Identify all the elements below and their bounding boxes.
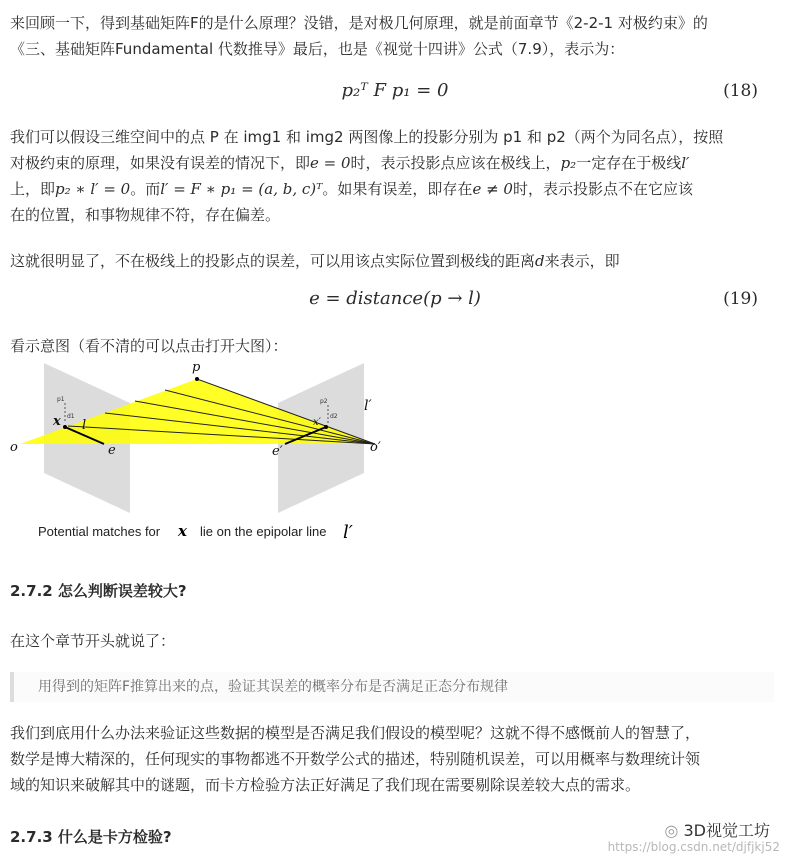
equation-18-number: (18) [723,81,758,101]
blockquote [10,672,774,702]
equation-18-body: p₂ᵀ F p₁ = 0 [341,80,449,101]
para2-line-4: 在的位置，和事物规律不符，存在偏差。 [10,206,281,224]
caption-l-prime: l′ [343,522,353,543]
para5-line-3: 域的知识来破解其中的谜题，而卡方检验方法正好满足了我们现在需要剔除误差较大点的需求。 [10,776,641,794]
para2-text: 。如果有误差，即存在 [322,180,473,198]
intro-paragraph [10,10,770,62]
watermark-text: 3D视觉工坊 [683,821,770,840]
label-d2: d2 [330,413,338,420]
label-d1: d1 [67,413,75,420]
para2-line-1: 我们可以假设三维空间中的点 P 在 img1 和 img2 两图像上的投影分别为 p1 和 p2（两个为同名点），按照 [10,128,724,146]
label-e-prime: e′ [272,444,283,459]
caption-text-a: Potential matches for [38,524,161,539]
point-x-prime [324,425,328,429]
label-l-prime: l′ [364,398,372,414]
label-p1: p1 [57,396,65,403]
para2-text: 时，表示投影点应该在极线上， [350,154,561,172]
section-heading-2-7-2: 2.7.2 怎么判断误差较大? [10,582,187,600]
para2-text: 一定存在于极线 [576,154,682,172]
figure-intro-text: 看示意图（看不清的可以点击打开大图）： [10,337,288,355]
para3-line [10,248,770,274]
inline-math: l′ [681,154,690,172]
distance-paragraph [10,248,770,274]
point-x [63,425,67,429]
para5-line-2: 数学是博大精深的，任何现实的事物都逃不开数学公式的描述，特别随机误差，可以用概率与数理统计领 [10,750,701,768]
inline-math: e ≠ 0 [472,180,513,198]
caption-x: x [178,522,187,540]
equation-19-body: e = distance(p → l) [309,288,481,309]
inline-math: p₂ [560,154,577,172]
para2-text: 。而 [130,180,161,198]
section-heading-2-7-3: 2.7.3 什么是卡方检验? [10,828,172,846]
label-x-prime: x′ [313,417,321,428]
epipolar-figure[interactable] [10,355,400,545]
para2-text: 时，表示投影点不在它应该 [512,180,693,198]
equation-18 [0,78,790,108]
wechat-icon: ◎ [664,821,679,840]
label-p2: p2 [320,398,328,405]
label-e: e [108,443,116,458]
point-p [195,377,199,381]
label-p: p [192,360,201,375]
label-l: l [82,418,87,433]
para4-text: 在这个章节开头就说了： [10,632,176,650]
blockquote-text: 用得到的矩阵F推算出来的点，验证其误差的概率分布是否满足正态分布规律 [38,679,509,695]
para2-text: 上，即 [10,180,56,198]
wechat-watermark [664,818,770,841]
para3-text: 这就很明显了，不在极线上的投影点的误差，可以用该点实际位置到极线的距离 [10,252,536,270]
label-o: o [10,440,18,455]
intro-line-1: 来回顾一下，得到基础矩阵F的是什么原理？没错，是对极几何原理，就是前面章节《2-2-1 对极约束》的 [10,14,708,32]
epipolar-diagram [10,355,400,545]
label-o-prime: o′ [370,440,381,455]
epipolar-paragraph [10,124,770,228]
para2-line-3 [10,176,770,202]
equation-19 [0,286,790,316]
inline-math: l′ = F ∗ p₁ = (a, b, c)ᵀ [160,180,323,198]
para2-text: 对极约束的原理，如果没有误差的情况下，即 [10,154,311,172]
intro-line-2: 《三、基础矩阵Fundamental 代数推导》最后，也是《视觉十四讲》公式（7.9），表示为： [10,40,625,58]
watermark-url: https://blog.csdn.net/djfjkj52 [607,840,780,854]
para5-line-1: 我们到底用什么办法来验证这些数据的模型是否满足我们假设的模型呢？这就不得不感慨前人的智慧了， [10,724,701,742]
chapter-intro-paragraph [10,628,770,654]
label-x: x [53,414,61,429]
chi-square-paragraph [10,720,770,798]
inline-math: p₂ ∗ l′ = 0 [55,180,131,198]
inline-math: e = 0 [310,154,351,172]
equation-19-number: (19) [723,289,758,309]
inline-math: d [535,252,545,270]
caption-text-b: lie on the epipolar line [200,524,327,539]
para2-line-2 [10,150,770,176]
para3-text: 来表示，即 [544,252,620,270]
